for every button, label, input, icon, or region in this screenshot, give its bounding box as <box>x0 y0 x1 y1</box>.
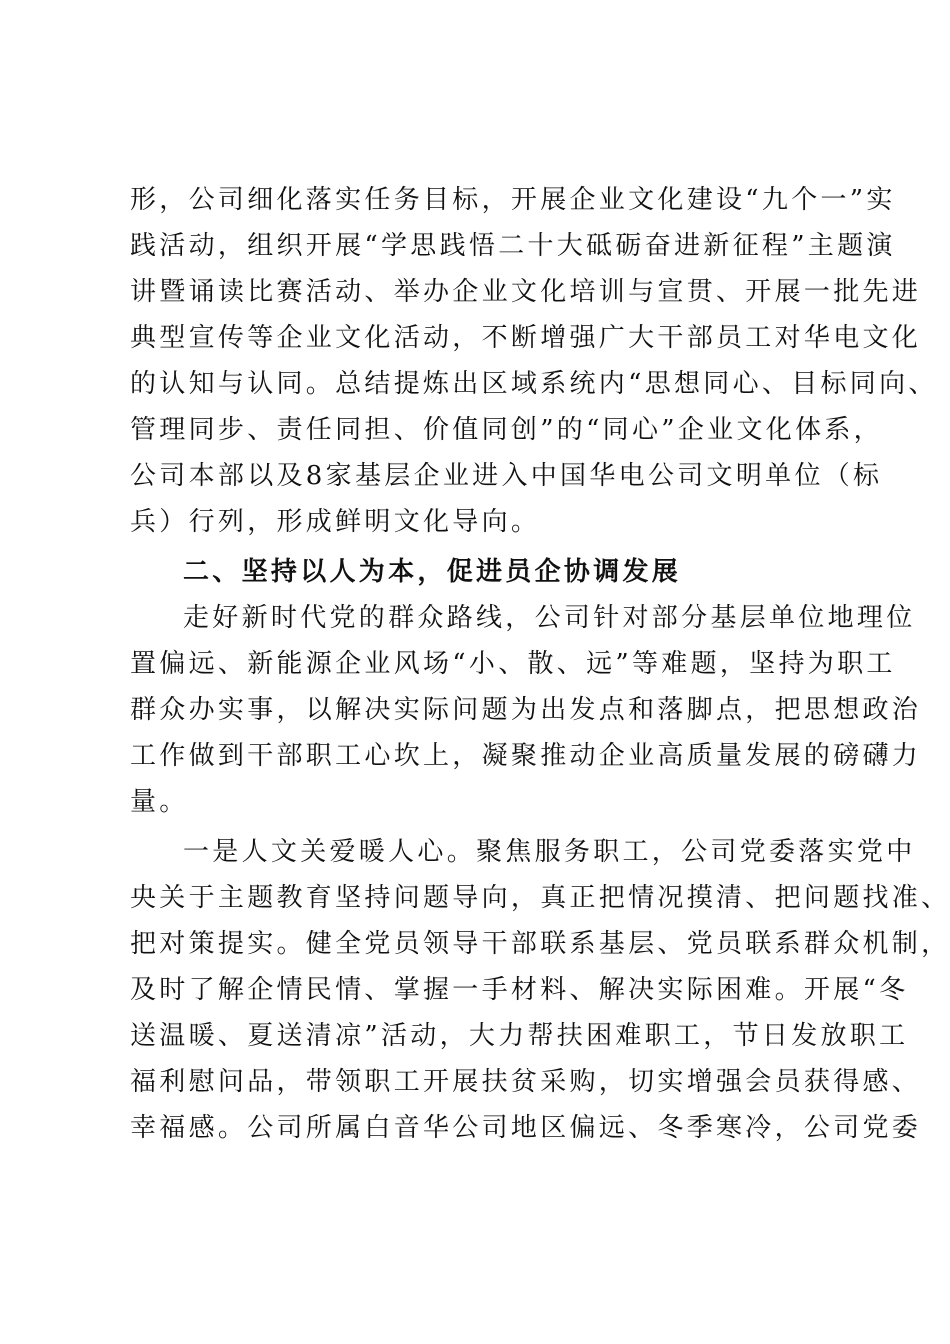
paragraph-line: 把对策提实。健全党员领导干部联系基层、党员联系群众机制， <box>130 929 950 959</box>
paragraph-line: 形，公司细化落实任务目标，开展企业文化建设“九个一”实 <box>130 185 896 215</box>
paragraph-line: 送温暖、夏送清凉”活动，大力帮扶困难职工，节日发放职工 <box>130 1021 909 1051</box>
paragraph-line: 央关于主题教育坚持问题导向，真正把情况摸清、把问题找准、 <box>130 883 950 913</box>
paragraph-line: 管理同步、责任同担、价值同创”的“同心”企业文化体系， <box>130 415 883 445</box>
paragraph-line: 一是人文关爱暖人心。聚焦服务职工，公司党委落实党中 <box>183 837 916 867</box>
paragraph-line: 典型宣传等企业文化活动，不断增强广大干部员工对华电文化 <box>130 323 922 353</box>
paragraph-line: 群众办实事，以解决实际问题为出发点和落脚点，把思想政治 <box>130 695 922 725</box>
paragraph-line: 兵）行列，形成鲜明文化导向。 <box>130 507 541 537</box>
paragraph-line: 公司本部以及8家基层企业进入中国华电公司文明单位（标 <box>130 461 883 491</box>
section-heading: 二、坚持以人为本，促进员企协调发展 <box>183 557 682 587</box>
paragraph-line: 的认知与认同。总结提炼出区域系统内“思想同心、目标同向、 <box>130 369 938 399</box>
paragraph-line: 福利慰问品，带领职工开展扶贫采购，切实增强会员获得感、 <box>130 1067 922 1097</box>
paragraph-line: 讲暨诵读比赛活动、举办企业文化培训与宣贯、开展一批先进 <box>130 277 922 307</box>
paragraph-line: 工作做到干部职工心坎上，凝聚推动企业高质量发展的磅礴力 <box>130 741 922 771</box>
paragraph-line: 践活动，组织开展“学思践悟二十大砥砺奋进新征程”主题演 <box>130 231 896 261</box>
paragraph-line: 幸福感。公司所属白音华公司地区偏远、冬季寒冷，公司党委 <box>130 1113 922 1143</box>
paragraph-line: 及时了解企情民情、掌握一手材料、解决实际困难。开展“冬 <box>130 975 909 1005</box>
paragraph-line: 置偏远、新能源企业风场“小、散、远”等难题，坚持为职工 <box>130 649 896 679</box>
paragraph-line: 走好新时代党的群众路线，公司针对部分基层单位地理位 <box>183 603 916 633</box>
paragraph-line: 量。 <box>130 787 189 817</box>
